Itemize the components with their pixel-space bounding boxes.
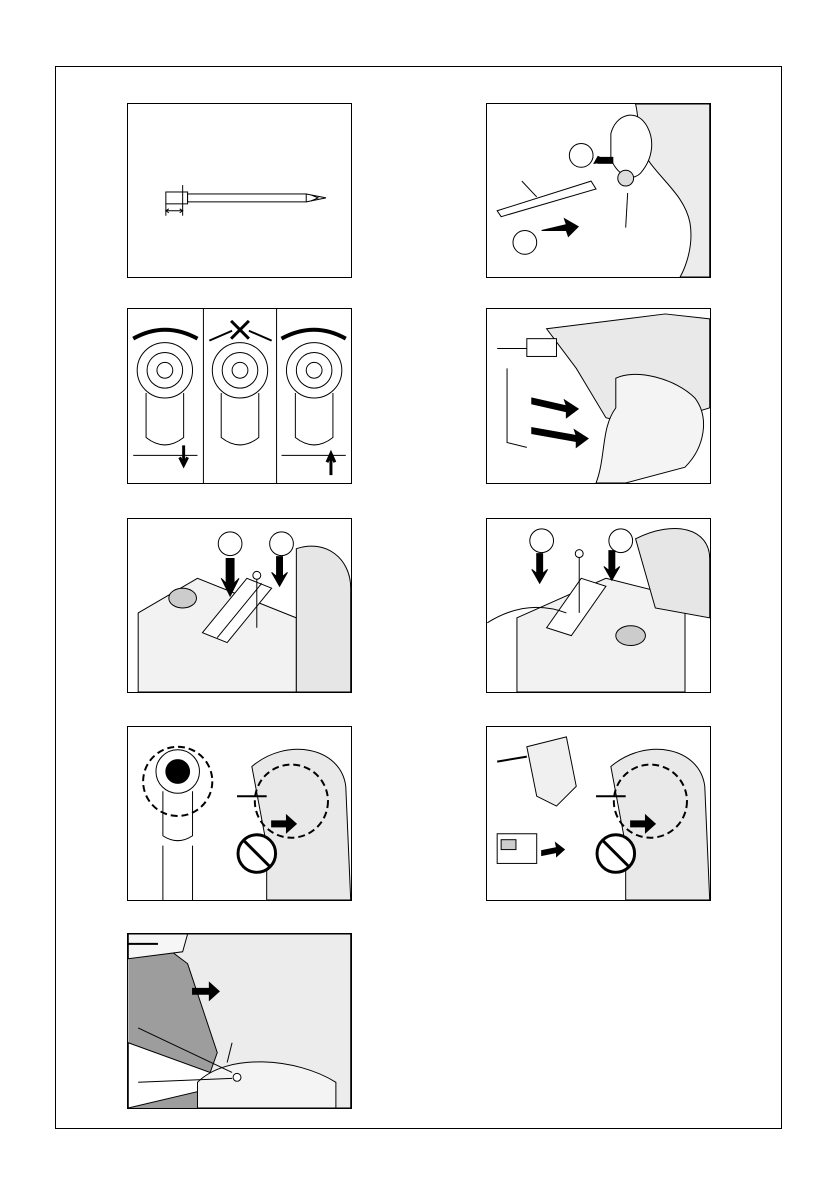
- reverse-switch-icon: [128, 309, 351, 483]
- lock-prohibited-icon: [128, 727, 351, 900]
- hook-install-left-icon: [128, 519, 351, 692]
- figure-led-light: [127, 933, 352, 1109]
- figure-bit-dimension: [127, 103, 352, 278]
- tool-front-center: [209, 321, 271, 445]
- crop-marks: [0, 1183, 839, 1193]
- screwdriver-bit-icon: [128, 104, 351, 277]
- figure-bit-pull-check: [486, 308, 711, 484]
- hook-install-right-icon: [487, 519, 710, 692]
- bit-pull-icon: [487, 309, 710, 483]
- figure-hook-install-right: [486, 518, 711, 693]
- figure-battery-prohibited: [486, 726, 711, 901]
- figure-hook-install-left: [127, 518, 352, 693]
- figure-bit-insertion: [486, 103, 711, 278]
- led-light-icon: [128, 934, 351, 1108]
- tool-front-right: [282, 330, 346, 475]
- tool-front-left: [133, 330, 197, 465]
- battery-prohibited-icon: [487, 727, 710, 900]
- bit-insertion-icon: [487, 104, 710, 277]
- figure-reverse-switch: [127, 308, 352, 484]
- figure-lock-prohibited: [127, 726, 352, 901]
